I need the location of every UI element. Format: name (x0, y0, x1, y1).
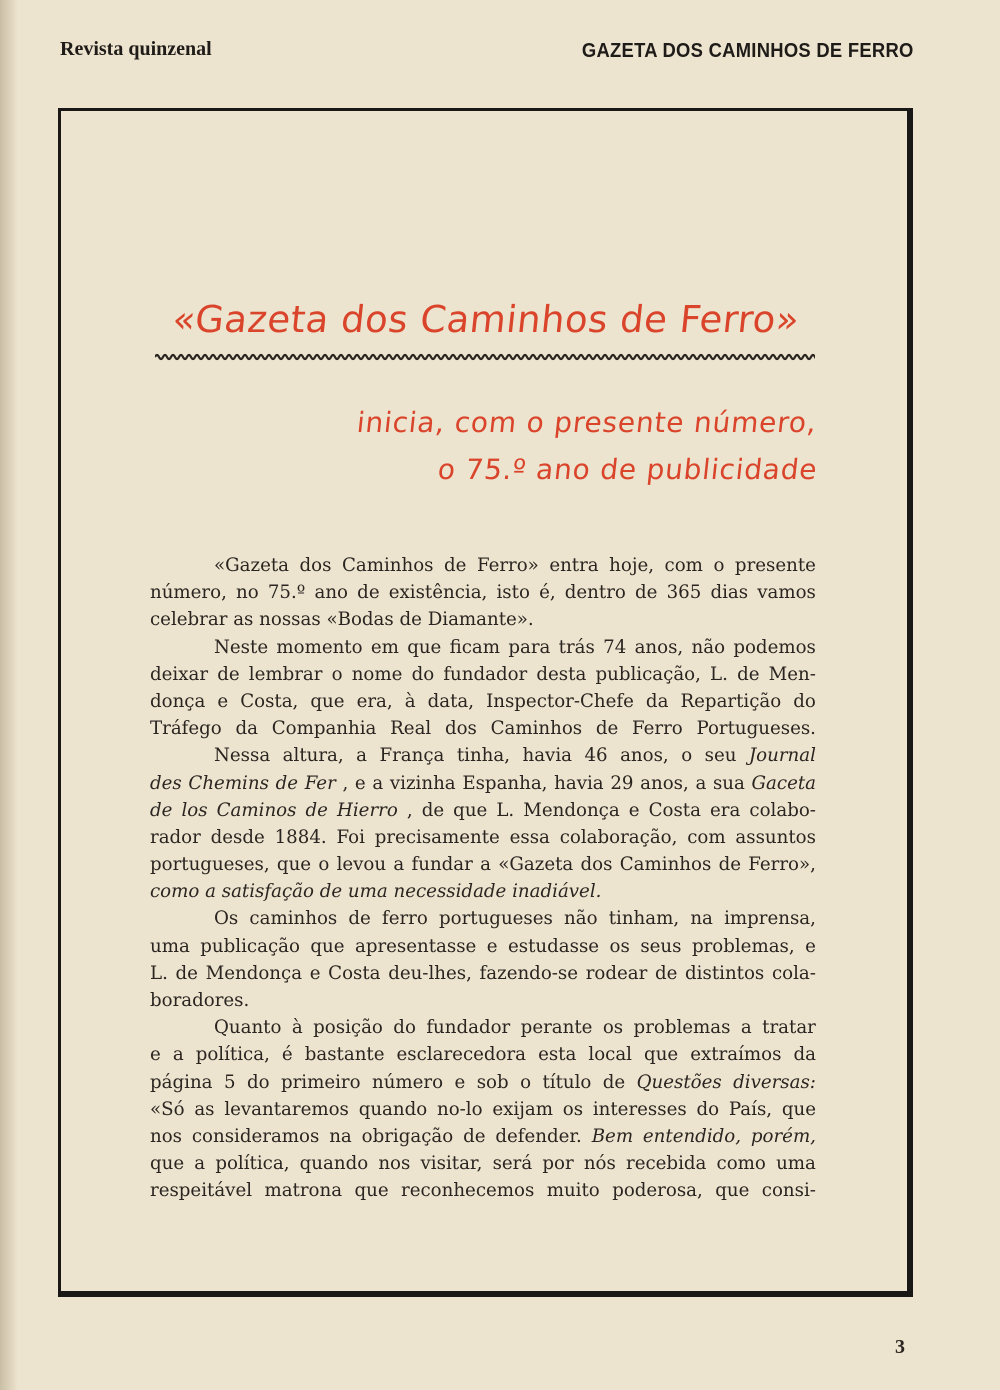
body-word: de (595, 718, 619, 740)
body-word: de (150, 799, 173, 821)
body-word: e (454, 1071, 466, 1093)
body-word: rador (150, 826, 201, 848)
body-word: ano (314, 582, 349, 604)
body-word: sob (476, 1071, 509, 1093)
body-word: boradores. (150, 990, 256, 1011)
body-word: França (379, 745, 445, 767)
body-word: distintos (685, 962, 765, 984)
body-word: do (411, 663, 435, 685)
body-word: «Só (150, 1098, 185, 1120)
body-word: número, (150, 582, 227, 604)
body-word: o (713, 555, 725, 576)
article-title: «Gazeta dos Caminhos de Ferro» (170, 298, 802, 341)
body-line (150, 987, 816, 1014)
body-word: colabo- (749, 799, 816, 821)
body-word: essa (509, 826, 550, 848)
body-word: 5 (223, 1071, 236, 1093)
body-word: os (609, 935, 630, 957)
body-word: L. (496, 799, 515, 821)
body-word: dos (299, 555, 332, 576)
body-word: ferro (381, 908, 428, 930)
body-word: nossas (259, 609, 327, 631)
body-line (150, 1150, 816, 1177)
body-word: do (393, 1017, 416, 1039)
body-word: a (205, 881, 222, 903)
body-word: o (318, 854, 330, 876)
body-word: dias (710, 582, 749, 604)
body-word: desta (536, 663, 587, 685)
body-word: o (681, 745, 693, 767)
body-word: de (217, 663, 240, 685)
body-word: porém, (750, 1125, 816, 1147)
body-line (150, 797, 816, 824)
body-word: levou (336, 854, 387, 876)
body-word: por (542, 1153, 574, 1175)
body-word: recebida (626, 1153, 707, 1175)
body-word: de (718, 854, 741, 876)
article-body (150, 552, 816, 1205)
body-word: na (329, 1125, 352, 1147)
body-word: e (354, 772, 366, 794)
body-word: 75.º (267, 582, 306, 604)
body-word: Neste (214, 636, 269, 658)
body-word: de (275, 772, 299, 794)
body-word: do (793, 690, 816, 712)
body-word: de (319, 881, 348, 903)
body-word: Real (390, 718, 432, 740)
body-word: desde (210, 826, 265, 848)
body-word: colaboração, (559, 826, 678, 848)
body-word: era (710, 799, 741, 821)
body-word: política, (195, 1044, 270, 1066)
body-word: nos (378, 1153, 411, 1175)
body-word: 1884. (274, 826, 327, 848)
body-word: quando (299, 1153, 369, 1175)
body-word: 365 (666, 582, 702, 604)
body-word: ficam (449, 636, 501, 658)
body-word: Tráfego (150, 718, 222, 740)
body-word: no-lo (437, 1098, 483, 1120)
body-word: deixar (150, 663, 209, 685)
body-line (150, 770, 816, 797)
body-word: visitar, (420, 1153, 483, 1175)
body-word: que (644, 1044, 679, 1066)
body-word: consideramos (191, 1125, 320, 1147)
body-word: Caminos (216, 799, 297, 821)
body-word: nós (583, 1153, 616, 1175)
body-word: da (645, 690, 669, 712)
body-word: quando (358, 1098, 428, 1120)
body-word: Nessa (214, 745, 271, 767)
body-word: Inspector-Chefe (486, 690, 634, 712)
body-word: altura, (282, 745, 344, 767)
body-word: «Gazeta (214, 555, 289, 576)
body-line (150, 1069, 816, 1096)
page-number: 3 (895, 1336, 905, 1358)
body-word: levantaremos (224, 1098, 349, 1120)
body-word: poderosa, (612, 1180, 703, 1202)
body-word: lembrar (248, 663, 323, 685)
body-word: apresentasse (354, 935, 477, 957)
body-word: de (399, 609, 428, 631)
body-word: Costa (328, 962, 381, 984)
body-word: fundar (411, 854, 473, 876)
body-word: Gaceta (751, 772, 816, 794)
body-word: é, (539, 582, 556, 604)
body-word: Fer (304, 772, 336, 794)
body-word: Ferro», (748, 854, 816, 876)
body-word: portugueses (439, 908, 553, 930)
body-word: imprensa, (724, 908, 816, 930)
body-word: e (309, 962, 321, 984)
body-word: L. (710, 663, 728, 685)
body-word: anos, (634, 636, 684, 658)
body-word: local (588, 1044, 632, 1066)
body-word: precisamente (374, 826, 500, 848)
body-word: Quanto (214, 1017, 282, 1039)
body-word: não (691, 636, 726, 658)
body-word: política, (215, 1153, 290, 1175)
body-word: em (370, 636, 399, 658)
body-word: Os (214, 908, 239, 930)
body-word: que (150, 1153, 185, 1175)
body-word: des (150, 772, 182, 794)
body-word: a (740, 1017, 752, 1039)
body-line (150, 851, 816, 878)
body-word: de (175, 962, 198, 984)
body-word: hoje, (609, 555, 655, 576)
body-word: com (664, 555, 703, 576)
body-word: Costa (648, 799, 701, 821)
body-word: Ferro (632, 718, 683, 740)
body-word: seus (640, 935, 682, 957)
body-word: seu (704, 745, 737, 767)
body-word: Men- (768, 663, 816, 685)
body-word: publicação (200, 935, 300, 957)
body-word: a (356, 745, 367, 767)
body-word: data, (427, 690, 475, 712)
body-word: Caminhos (490, 718, 583, 740)
body-word: o (331, 663, 343, 685)
body-word: L. (150, 962, 168, 984)
body-word: Diamante». (427, 609, 540, 631)
body-word: anos, (620, 745, 669, 767)
body-word: dentro (564, 582, 626, 604)
body-word: de (305, 799, 328, 821)
body-word: Portugueses. (696, 718, 816, 740)
body-word: obrigação (361, 1125, 454, 1147)
body-line (150, 688, 816, 715)
body-word: exijam (492, 1098, 553, 1120)
body-word: na (690, 908, 713, 930)
body-word: sua (712, 772, 745, 794)
body-word: nos (150, 1125, 182, 1147)
body-line (150, 824, 816, 851)
body-word: momento (276, 636, 363, 658)
body-line (150, 634, 816, 661)
body-word: Journal (748, 745, 816, 767)
body-word: uma (150, 935, 190, 957)
body-word: Companhia (271, 718, 377, 740)
body-word: rodear (585, 962, 648, 984)
body-word: Repartição (680, 690, 782, 712)
body-word: a (194, 1153, 206, 1175)
body-word: havia (554, 772, 604, 794)
body-line (150, 878, 816, 905)
body-word: as (233, 609, 260, 631)
body-word: título (542, 1071, 592, 1093)
body-word: assuntos (735, 826, 816, 848)
body-word: vizinha (389, 772, 456, 794)
body-line (150, 579, 816, 606)
body-word: que (310, 935, 345, 957)
body-word: bastante (304, 1044, 385, 1066)
running-header-right: GAZETA DOS CAMINHOS DE FERRO (582, 40, 914, 62)
body-word: e (217, 690, 229, 712)
body-word: o (520, 1071, 532, 1093)
body-word: Caminhos (341, 555, 434, 576)
body-word: uma (776, 1153, 816, 1175)
body-word: donça (150, 690, 206, 712)
body-word: trás (558, 636, 595, 658)
body-word: 74 (603, 636, 627, 658)
body-word: Hierro (337, 799, 398, 821)
body-word: os (602, 1017, 624, 1039)
body-word: havia (522, 745, 572, 767)
body-word: tinha, (456, 745, 511, 767)
body-word: do (696, 1098, 720, 1120)
body-word: 46 (584, 745, 608, 767)
body-word: País, (728, 1098, 773, 1120)
body-line (150, 715, 816, 742)
body-word: Mendonça (523, 799, 620, 821)
body-word: era, (356, 690, 393, 712)
body-word: que (276, 854, 312, 876)
body-word: número (372, 1071, 444, 1093)
body-word: de (463, 1125, 486, 1147)
body-word: diversas: (733, 1071, 816, 1093)
body-word: com (687, 826, 726, 848)
body-word: problemas, (691, 935, 795, 957)
body-word: de (635, 582, 658, 604)
body-word: consi- (761, 1180, 816, 1202)
body-word: portugueses, (150, 854, 270, 876)
running-header-left: Revista quinzenal (60, 38, 212, 60)
body-word: de (421, 799, 445, 821)
body-word: de (348, 908, 371, 930)
body-line (150, 1123, 816, 1150)
body-word: nome (351, 663, 403, 685)
body-word: que (781, 1098, 816, 1120)
body-word: de (357, 582, 380, 604)
body-word: da (793, 1044, 816, 1066)
body-word: celebrar (150, 609, 234, 631)
body-word: a (172, 1044, 184, 1066)
body-word: não (564, 908, 598, 930)
body-line (150, 1014, 816, 1041)
body-word: interesses (592, 1098, 687, 1120)
body-word: esta (538, 1044, 577, 1066)
body-word: vamos (757, 582, 816, 604)
body-line (150, 606, 816, 633)
body-word: defender. (495, 1125, 582, 1147)
body-line (150, 1041, 816, 1068)
body-word: e (150, 1044, 161, 1066)
body-word: primeiro (280, 1071, 361, 1093)
body-word: fundador (443, 663, 528, 685)
body-word: existência, (388, 582, 488, 604)
body-word: cola- (771, 962, 816, 984)
body-word: de (602, 1071, 626, 1093)
body-word: inadiável. (512, 881, 608, 903)
body-word: dos (444, 718, 477, 740)
body-word: podemos (733, 636, 816, 658)
body-word: uma (347, 881, 394, 903)
body-word: Ferro» (476, 555, 539, 576)
body-word: necessidade (393, 881, 513, 903)
body-word: los (181, 799, 208, 821)
body-word: as (194, 1098, 215, 1120)
body-word: dos (580, 854, 613, 876)
body-word: à (291, 1017, 303, 1039)
wavy-rule (155, 350, 815, 364)
body-word: matrona (264, 1180, 343, 1202)
body-line (150, 742, 816, 769)
body-word: e (628, 799, 640, 821)
body-word: Espanha, (462, 772, 548, 794)
body-word: posição (313, 1017, 383, 1039)
body-word: estudasse (508, 935, 600, 957)
body-word: a (393, 854, 405, 876)
body-word: , (342, 772, 349, 794)
body-word: publicação, (595, 663, 701, 685)
body-word: e (805, 935, 816, 957)
body-word: anos, (640, 772, 689, 794)
body-word: fundador (426, 1017, 511, 1039)
body-word: à (404, 690, 416, 712)
body-word: é (281, 1044, 293, 1066)
body-line (150, 960, 816, 987)
body-word: como (716, 1153, 766, 1175)
body-word: entra (549, 555, 599, 576)
body-word: esclarecedora (396, 1044, 527, 1066)
body-word: no (236, 582, 259, 604)
article-subtitle-line-1: inicia, com o presente número, (355, 406, 819, 439)
body-word: Costa, (240, 690, 299, 712)
body-word: Bem (591, 1125, 634, 1147)
body-word: como (150, 881, 206, 903)
body-word: que (407, 636, 442, 658)
body-word: Chemins (188, 772, 269, 794)
body-word: tinham, (608, 908, 680, 930)
body-word: da (235, 718, 258, 740)
body-word: perante (520, 1017, 593, 1039)
body-word: muito (546, 1180, 600, 1202)
body-word: que (715, 1180, 750, 1202)
body-word: satisfação (221, 881, 320, 903)
body-line (150, 905, 816, 932)
page-edge-shadow (0, 0, 18, 1390)
body-word: de (444, 555, 467, 576)
body-word: deu-lhes, (388, 962, 472, 984)
body-word: que (453, 799, 488, 821)
body-word: isto (496, 582, 530, 604)
body-line (150, 661, 816, 688)
body-word: que (354, 1180, 389, 1202)
body-word: para (508, 636, 551, 658)
body-word: será (492, 1153, 533, 1175)
body-word: fazendo-se (479, 962, 579, 984)
body-word: e (486, 935, 498, 957)
body-word: a (372, 772, 384, 794)
body-word: os (562, 1098, 584, 1120)
body-word: que (310, 690, 345, 712)
article-subtitle-line-2: o 75.º ano de publicidade (435, 453, 819, 486)
body-word: de (737, 663, 760, 685)
body-word: caminhos (249, 908, 338, 930)
body-word: tratar (762, 1017, 816, 1039)
body-line (150, 933, 816, 960)
body-word: a (695, 772, 707, 794)
body-word: respeitável (150, 1180, 253, 1202)
body-line (150, 1096, 816, 1123)
body-word: de (654, 962, 678, 984)
body-word: entendido, (642, 1125, 742, 1147)
body-word: problemas (633, 1017, 731, 1039)
body-word: do (246, 1071, 270, 1093)
body-word: extraímos (690, 1044, 782, 1066)
body-word: , (406, 799, 413, 821)
body-word: Questões (636, 1071, 722, 1093)
body-word: «Gazeta (498, 854, 574, 876)
body-word: Caminhos (619, 854, 712, 876)
body-word: Foi (336, 826, 365, 848)
body-word: a (480, 854, 491, 876)
body-word: página (150, 1071, 213, 1093)
body-word: reconhecemos (401, 1180, 535, 1202)
body-word: presente (734, 555, 816, 576)
body-word: «Bodas (326, 609, 400, 631)
body-word: 29 (610, 772, 634, 794)
body-word: Mendonça (205, 962, 303, 984)
body-line (150, 552, 816, 579)
body-line (150, 1177, 816, 1204)
